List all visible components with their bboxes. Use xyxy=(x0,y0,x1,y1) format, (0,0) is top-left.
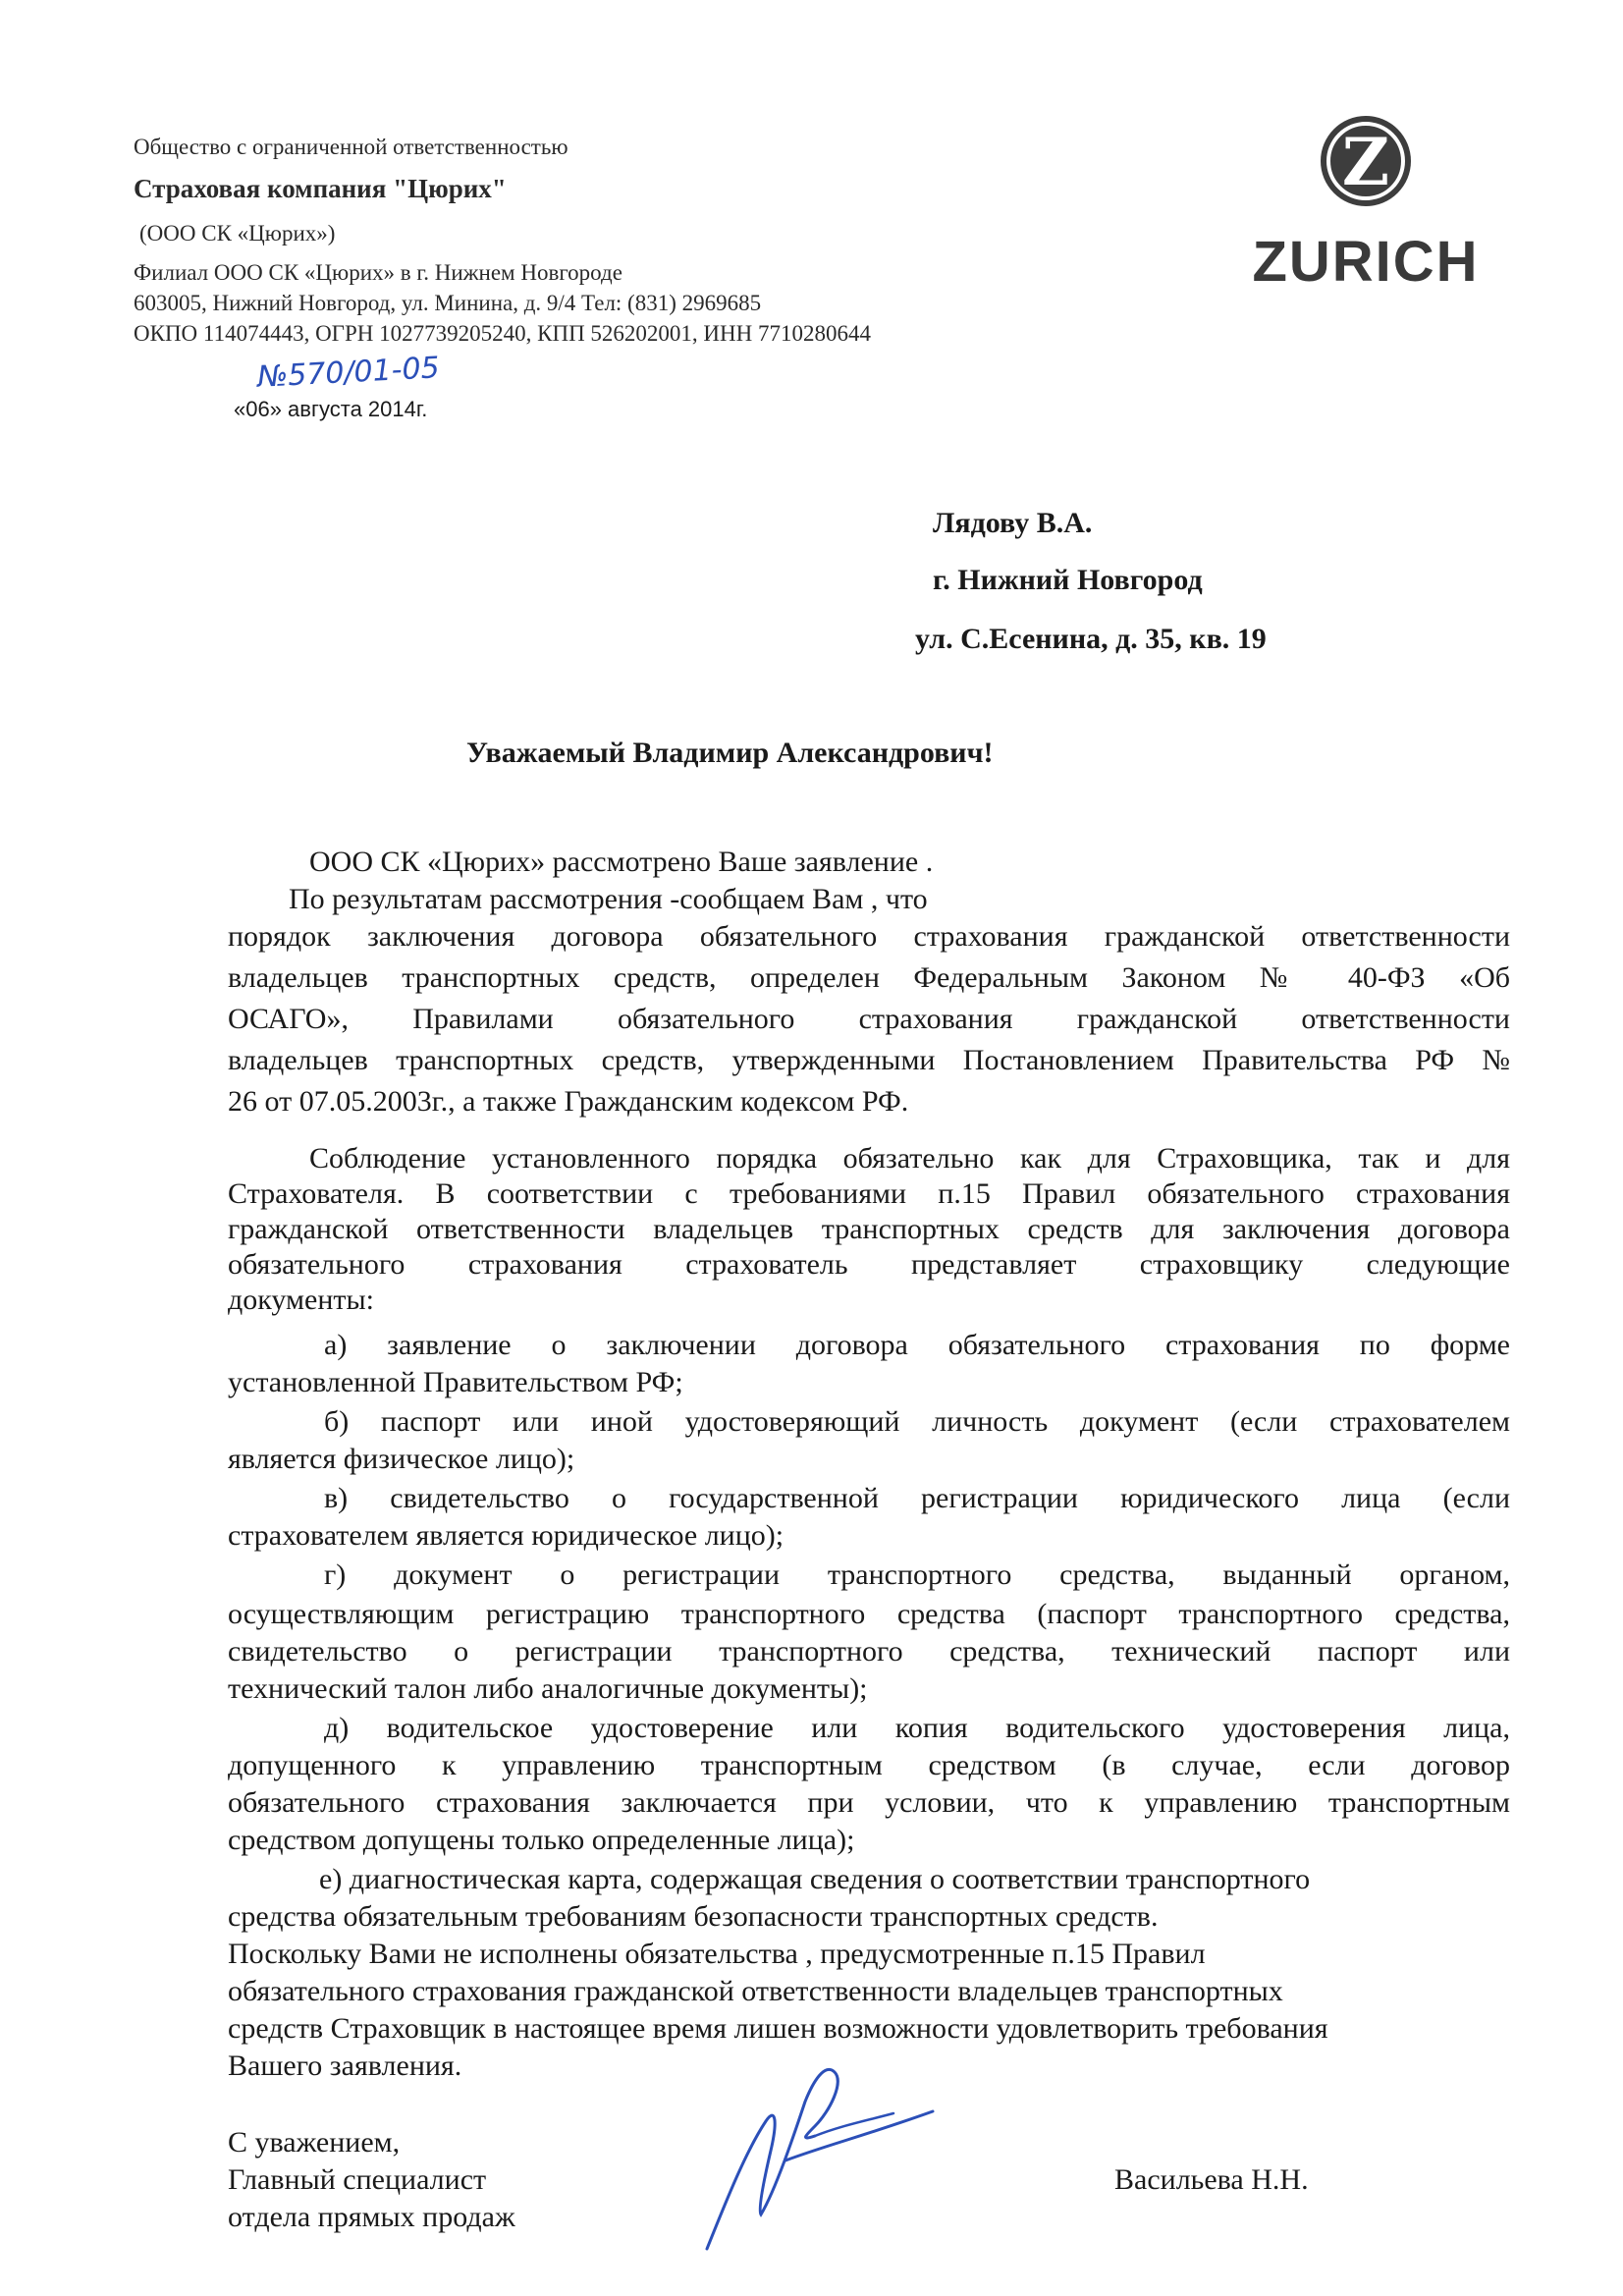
list-item-d: д) водительское удостоверение или копия водительского удостоверения лица, xyxy=(324,1712,1510,1744)
company-short-name: (ООО СК «Цюрих») xyxy=(139,221,336,246)
body-line: Страхователя. В соответствии с требованиями п.15 Правил обязательного страхования xyxy=(228,1177,1510,1210)
body-line: документы: xyxy=(228,1284,374,1316)
body-line: Поскольку Вами не исполнены обязательства , предусмотренные п.15 Правил xyxy=(228,1938,1206,1970)
body-line: осуществляющим регистрацию транспортного средства (паспорт транспортного средства, xyxy=(228,1598,1510,1630)
recipient-street: ул. С.Есенина, д. 35, кв. 19 xyxy=(915,623,1267,655)
recipient-city: г. Нижний Новгород xyxy=(933,564,1203,596)
body-line: средств Страховщик в настоящее время лишен возможности удовлетворить требования xyxy=(228,2012,1328,2045)
registration-codes: ОКПО 114074443, ОГРН 1027739205240, КПП 526202001, ИНН 7710280644 xyxy=(134,321,872,346)
body-line: обязательного страхования гражданской ответственности владельцев транспортных xyxy=(228,1975,1283,2007)
body-line: обязательного страхования страхователь представляет страховщику следующие xyxy=(228,1248,1510,1281)
body-line: гражданской ответственности владельцев транспортных средств для заключения договора xyxy=(228,1213,1510,1245)
branch-name: Филиал ООО СК «Цюрих» в г. Нижнем Новгороде xyxy=(134,260,622,285)
body-line: Вашего заявления. xyxy=(228,2050,462,2082)
company-name: Страховая компания "Цюрих" xyxy=(134,174,507,203)
signer-department: отдела прямых продаж xyxy=(228,2201,515,2233)
list-item-e: е) диагностическая карта, содержащая сведения о соответствии транспортного xyxy=(319,1863,1311,1895)
recipient-name: Лядову В.А. xyxy=(933,507,1093,539)
signer-name: Васильева Н.Н. xyxy=(1114,2163,1309,2196)
list-item-v: в) свидетельство о государственной регистрации юридического лица (если xyxy=(324,1482,1510,1514)
body-line: владельцев транспортных средств, определен Федеральным Законом № 40-ФЗ «Об xyxy=(228,961,1510,994)
body-line: средства обязательным требованиям безопасности транспортных средств. xyxy=(228,1900,1159,1933)
handwritten-signature xyxy=(668,2043,962,2259)
body-line: Соблюдение установленного порядка обязательно как для Страховщика, так и для xyxy=(309,1142,1510,1175)
body-line: 26 от 07.05.2003г., а также Гражданским кодексом РФ. xyxy=(228,1085,909,1118)
letter-date: «06» августа 2014г. xyxy=(234,397,428,421)
zurich-logo xyxy=(1243,112,1488,295)
closing-regards: С уважением, xyxy=(228,2126,401,2159)
body-line: обязательного страхования заключается при условии, что к управлению транспортным xyxy=(228,1786,1510,1819)
body-line: порядок заключения договора обязательного страхования гражданской ответственности xyxy=(228,920,1510,953)
list-item-g: г) документ о регистрации транспортного средства, выданный органом, xyxy=(324,1558,1510,1591)
salutation: Уважаемый Владимир Александрович! xyxy=(466,737,994,769)
org-type: Общество с ограниченной ответственностью xyxy=(134,135,568,159)
list-item-a: а) заявление о заключении договора обязательного страхования по форме xyxy=(324,1329,1510,1361)
body-line: страхователем является юридическое лицо); xyxy=(228,1519,784,1552)
branch-address: 603005, Нижний Новгород, ул. Минина, д. 9/4 Тел: (831) 2969685 xyxy=(134,291,762,315)
body-line: средством допущены только определенные лица); xyxy=(228,1824,855,1856)
handwritten-reference-number: №570/01-05 xyxy=(256,351,441,395)
body-line: свидетельство о регистрации транспортного средства, технический паспорт или xyxy=(228,1635,1510,1667)
body-line: владельцев транспортных средств, утвержденными Постановлением Правительства РФ № xyxy=(228,1044,1510,1076)
logo-mark: Z xyxy=(1341,124,1390,200)
body-line: допущенного к управлению транспортным средством (в случае, если договор xyxy=(228,1749,1510,1781)
body-line: По результатам рассмотрения -сообщаем Вам , что xyxy=(289,883,928,915)
body-line: является физическое лицо); xyxy=(228,1443,575,1475)
logo-wordmark: ZURICH xyxy=(1252,230,1480,294)
body-line: ООО СК «Цюрих» рассмотрено Ваше заявление . xyxy=(309,846,934,878)
signer-position-title: Главный специалист xyxy=(228,2163,487,2196)
zurich-emblem-icon xyxy=(1243,112,1488,230)
body-line: технический талон либо аналогичные документы); xyxy=(228,1672,868,1705)
body-line: установленной Правительством РФ; xyxy=(228,1366,683,1398)
body-line: ОСАГО», Правилами обязательного страхования гражданской ответственности xyxy=(228,1003,1510,1035)
list-item-b: б) паспорт или иной удостоверяющий личность документ (если страхователем xyxy=(324,1405,1510,1438)
